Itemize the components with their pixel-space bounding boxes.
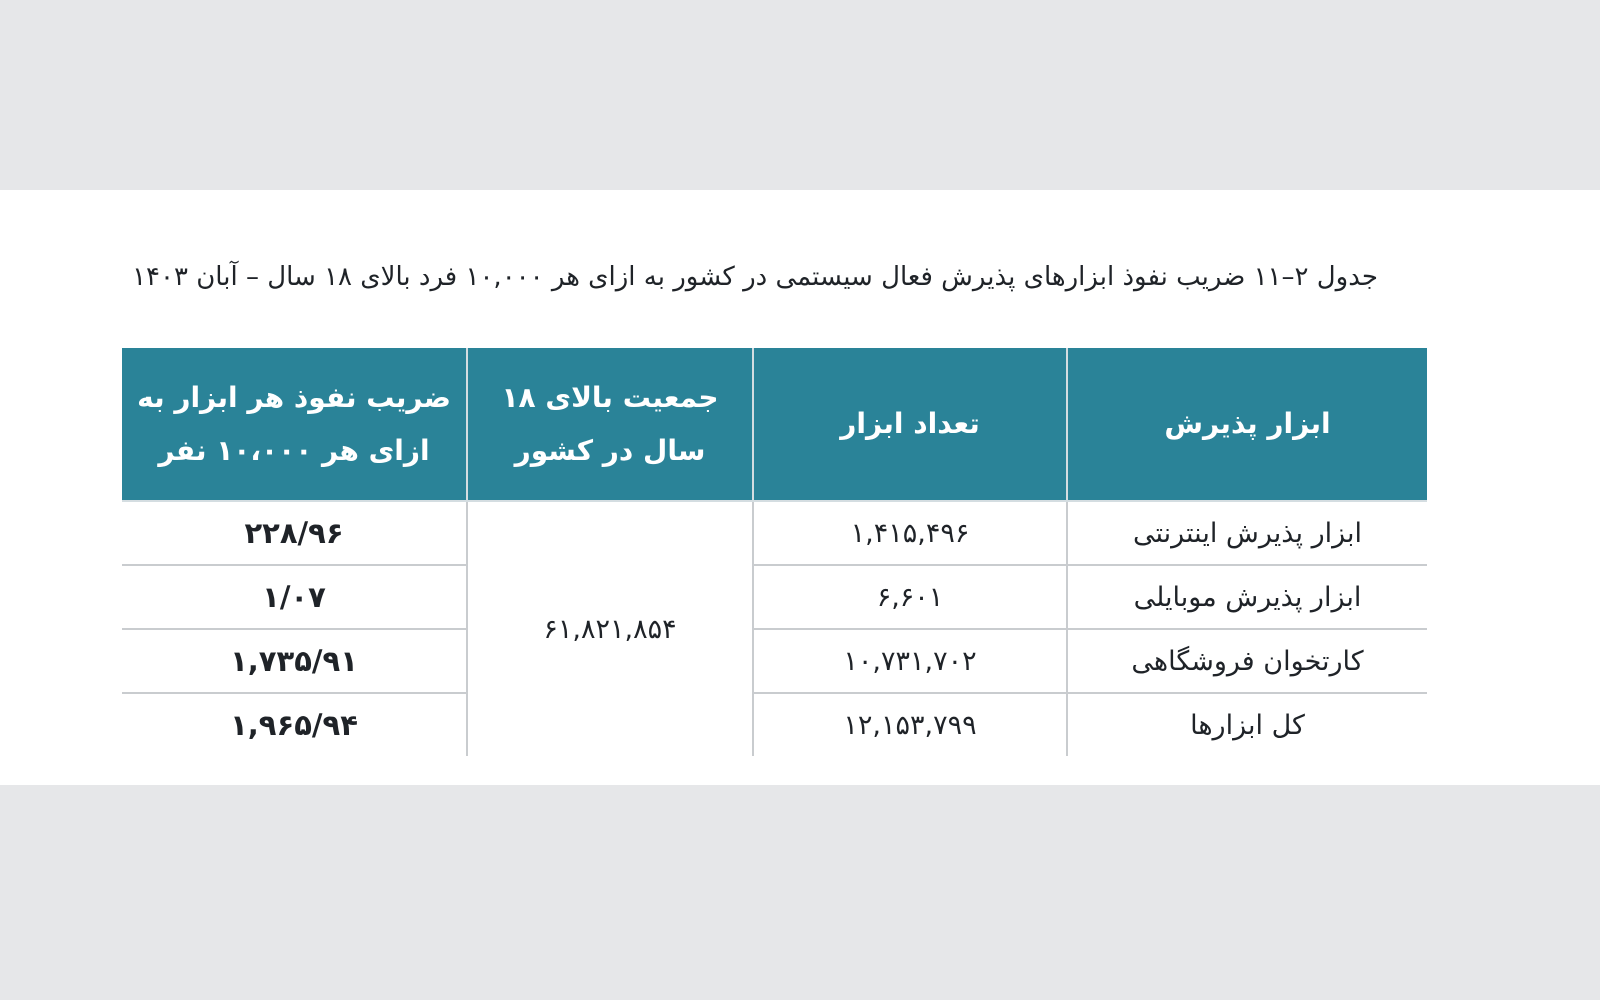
header-tool: ابزار پذیرش: [1067, 348, 1427, 501]
cell-coefficient: ۱,۹۶۵/۹۴: [230, 708, 358, 742]
penetration-table: [122, 348, 1427, 756]
header-count: تعداد ابزار: [753, 348, 1067, 501]
cell-coefficient: ۲۲۸/۹۶: [122, 501, 467, 565]
cell-tool: ابزار پذیرش موبایلی: [1067, 565, 1427, 629]
table-row: [122, 693, 1427, 756]
cell-coefficient: ۱,۷۳۵/۹۱: [122, 629, 467, 693]
header-population: جمعیت بالای ۱۸ سال در کشور: [467, 348, 753, 501]
table-row: [122, 501, 1427, 565]
cell-coefficient: ۱/۰۷: [122, 565, 467, 629]
table-header-row: [122, 348, 1427, 501]
cell-count: ۱۰,۷۳۱,۷۰۲: [753, 629, 1067, 693]
cell-tool: کارتخوان فروشگاهی: [1067, 629, 1427, 693]
cell-count: ۶,۶۰۱: [753, 565, 1067, 629]
table-row: [122, 629, 1427, 693]
header-coefficient: ضریب نفوذ هر ابزار به ازای هر ۱۰،۰۰۰ نفر: [122, 348, 467, 501]
cell-population: ۶۱,۸۲۱,۸۵۴: [467, 501, 753, 756]
table-row: [122, 565, 1427, 629]
cell-tool: کل ابزارها: [1067, 693, 1427, 756]
document-page: [0, 190, 1600, 785]
cell-tool: ابزار پذیرش اینترنتی: [1067, 501, 1427, 565]
table-caption: جدول ۲–۱۱ ضریب نفوذ ابزارهای پذیرش فعال سیستمی در کشور به ازای هر ۱۰,۰۰۰ فرد بالای ۱۸ سال – آبان ۱۴۰۳: [132, 262, 1378, 292]
cell-count: ۱۲,۱۵۳,۷۹۹: [753, 693, 1067, 756]
cell-count: ۱,۴۱۵,۴۹۶: [753, 501, 1067, 565]
